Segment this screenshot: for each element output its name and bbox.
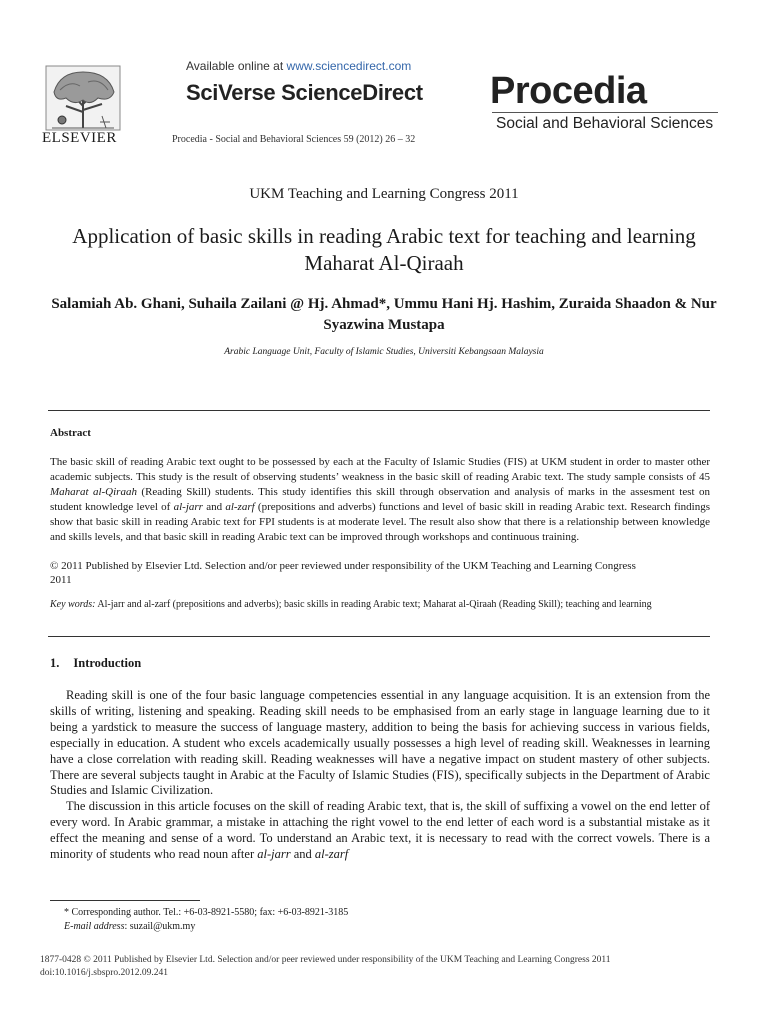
footnote-rule [50, 900, 200, 901]
journal-reference: Procedia - Social and Behavioral Sciences 59 (2012) 26 – 32 [172, 134, 416, 145]
email-label: E-mail address [64, 921, 125, 932]
journal-logo: Procedia [490, 70, 647, 112]
keywords-text: Al-jarr and al-zarf (prepositions and adverbs); basic skills in reading Arabic text; Maharat al-Qiraah (Reading Skill); teaching and learning [95, 599, 652, 610]
journal-logo-divider [492, 112, 718, 113]
issn-copyright: 1877-0428 © 2011 Published by Elsevier Ltd. Selection and/or peer reviewed under responsibility of the UKM Teaching and Learning Congress 2011 [40, 955, 611, 965]
body-paragraph [50, 799, 710, 863]
email-address[interactable]: : suzail@ukm.my [124, 921, 196, 932]
page-header [0, 0, 768, 160]
doi[interactable]: doi:10.1016/j.sbspro.2012.09.241 [40, 968, 168, 978]
abstract-italic-term: Maharat al-Qiraah [50, 486, 137, 498]
abstract-text-part: (Reading Skill) students. This study identifies this skill through observation and analysis of marks in the assesment test on student knowledge level of [50, 486, 711, 513]
abstract-copyright: © 2011 Published by Elsevier Ltd. Selection and/or peer reviewed under responsibility of the UKM Teaching and Learning Congress 2011 [50, 560, 636, 586]
keywords [50, 598, 710, 612]
section-heading [50, 656, 141, 671]
body-paragraph: Reading skill is one of the four basic language competencies essential in any language acquisition. It is an extension from the skills of writing, listening and speaking. Reading skill needs to be emphasised from an early stage in language learning due to it being a yardstick to measure the success of language mastery, addition to being the basis for achieving success in various fields, especially in education. A student who excels academically usually possesses a high level of reading skill. Weaknesses in learning have a close correlation with reading skill. Reading weaknesses will have a negative impact on student mastery of other subjects. There are several subjects taught in Arabic at the Faculty of Islamic Studies (FIS), specifically subjects in the Department of Arabic Studies and Islamic Civilization. [50, 688, 710, 798]
author-affiliation: Arabic Language Unit, Faculty of Islamic Studies, Universiti Kebangsaan Malaysia [224, 347, 544, 357]
journal-subtitle: Social and Behavioral Sciences [496, 115, 714, 132]
keywords-label: Key words: [50, 599, 96, 610]
corresponding-author: * Corresponding author. Tel.: +6-03-8921-5580; fax: +6-03-8921-3185 [64, 907, 349, 918]
email-line [64, 920, 348, 934]
platform-logo: SciVerse ScienceDirect [186, 80, 423, 105]
sciencedirect-link[interactable]: www.sciencedirect.com [286, 59, 412, 73]
abstract-text-part: The basic skill of reading Arabic text ought to be possessed by each at the Faculty of Islamic Studies (FIS) at UKM student in order to master other academic subjects. This study is the result of observing students’ weakness in the basic skill of reading Arabic text. The study sample consists of 45 [50, 456, 710, 483]
body-italic-term: al-jarr [257, 847, 291, 862]
body-italic-term: al-zarf [314, 847, 349, 862]
available-label: Available online at [186, 59, 287, 73]
section-title: Introduction [73, 656, 142, 670]
abstract-text-part: (prepositions and adverbs) functions and level of basic skill in reading Arabic text. Research findings show that basic skill in reading Arabic text for FPI students is at moderate level. The result also show that there is a relationship between knowledge and skills levels, and that basic skill in reading Arabic text can be improved through workshops and continuous training. [50, 501, 710, 543]
abstract-text-part: and [202, 501, 226, 513]
abstract-italic-term: al-zarf [225, 501, 255, 513]
abstract-top-rule [48, 410, 710, 411]
abstract-italic-term: al-jarr [173, 501, 203, 513]
page-footer [40, 954, 740, 980]
abstract-text [50, 455, 710, 545]
publisher-name: ELSEVIER [42, 130, 117, 146]
section-body [50, 688, 710, 863]
article-title: Application of basic skills in reading Arabic text for teaching and learning Maharat Al-Qiraah [72, 224, 696, 275]
congress-name: UKM Teaching and Learning Congress 2011 [249, 186, 519, 202]
availability-line [186, 59, 411, 73]
abstract-bottom-rule [48, 636, 710, 637]
section-number: 1. [50, 656, 60, 670]
body-text-part: The discussion in this article focuses on the skill of reading Arabic text, that is, the skill of suffixing a vowel on the end letter of every word. In Arabic grammar, a mistake in attaching the right vowel to the end letter of each word is a substantial mistake as it effect the meaning and sense of a word. To understand an Arabic text, it is necessary to read with the correct vowels. There is a minority of students who read noun after [50, 799, 710, 862]
body-text-part: and [290, 847, 315, 862]
abstract-heading: Abstract [50, 427, 91, 439]
footnote [64, 906, 348, 934]
author-list: Salamiah Ab. Ghani, Suhaila Zailani @ Hj. Ahmad*, Ummu Hani Hj. Hashim, Zuraida Shaadon & Nur Syazwina Mustapa [51, 296, 717, 333]
